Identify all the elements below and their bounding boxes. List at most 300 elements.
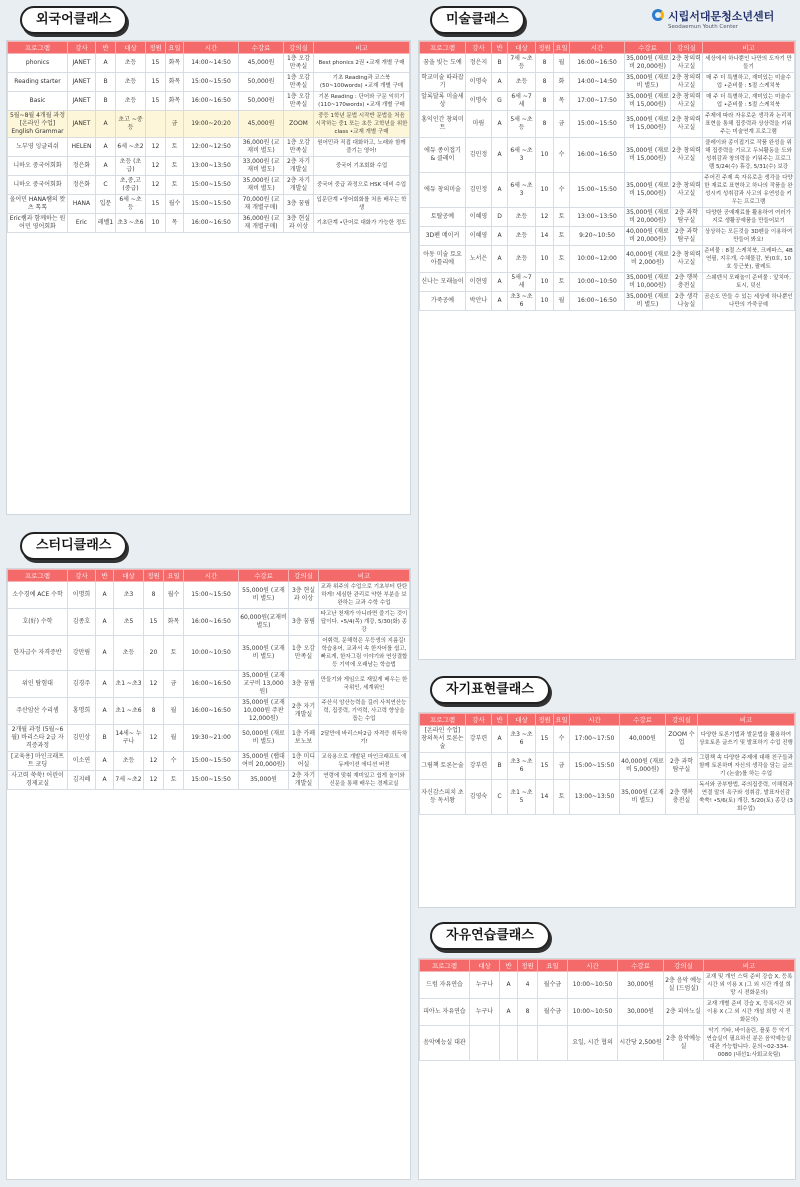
table-cell: 교재 개별 준비 강습 X, 등록시간 외 이용 X (그 외 시간 개설 희망 시 전화문의): [704, 999, 795, 1026]
table-cell: 10: [536, 246, 554, 273]
table-cell: 누구나: [470, 999, 500, 1026]
table-cell: 타고난 천재가 아니라면 즐기는 것이 답이다. •5/4(목) 개강, 5/30(화) 종강: [319, 609, 410, 636]
table-cell: 한자급수 자격증반: [8, 636, 68, 671]
column-header: 시간: [570, 714, 620, 726]
table-cell: 클레이와 종이접기로 작품 완성을 위해 집중력을 기르고 두뇌활동을 도와 성취감과 창의력을 키워주는 프로그램 5/24(수) 휴강, 5/31(수) 보강: [703, 138, 795, 173]
table-cell: A: [492, 246, 508, 273]
table-cell: 꿈을 빚는 도예: [420, 54, 466, 73]
table-header: [420, 714, 795, 726]
table-cell: 정은화: [68, 157, 96, 176]
table-cell: 초등: [508, 227, 536, 246]
column-header: 강의실: [671, 42, 703, 54]
table-cell: 교재 및 개인 스틱 준비 강습 X, 등록시간 외 이용 X (그 외 시간 개설 희망 시 전화문의): [704, 972, 795, 999]
table-cell: 10: [536, 173, 554, 208]
table-cell: 목: [166, 214, 184, 233]
table-cell: Reading starter: [8, 73, 68, 92]
column-header: 강의실: [664, 960, 704, 972]
table-cell: 호(好) 수학: [8, 609, 68, 636]
table-cell: 스웨덴식 모래놀이 준비물 : 앞치마, 토시, 덧신: [703, 273, 795, 292]
table-cell: 10: [536, 292, 554, 311]
table-cell: 7세 ~초등: [508, 54, 536, 73]
table-cell: A: [492, 111, 508, 138]
table-cell: 알록달록 미술세상: [420, 92, 466, 111]
table-cell: 토: [554, 780, 570, 815]
column-header: 시간: [570, 42, 625, 54]
column-header: 대상: [116, 42, 146, 54]
column-header: 강의실: [284, 42, 314, 54]
table-cell: 15: [146, 92, 166, 111]
column-header: 대상: [114, 570, 144, 582]
table-cell: 월수: [164, 582, 184, 609]
table-cell: 12: [144, 752, 164, 771]
table-cell: 초등: [116, 54, 146, 73]
table-cell: 15:00~15:50: [184, 176, 239, 195]
table-cell: 2층 창의력 사고실: [671, 138, 703, 173]
table-cell: B: [96, 73, 116, 92]
panel-selfexp: [418, 712, 796, 908]
table-cell: 16:00~16:50: [570, 54, 625, 73]
table-cell: 19:30~21:00: [184, 725, 239, 752]
section-title-study: 스터디클래스: [20, 532, 127, 560]
table-cell: 월: [554, 292, 570, 311]
table-cell: A: [96, 609, 114, 636]
table-cell: B: [96, 92, 116, 111]
table-cell: 3층 꿈림: [284, 195, 314, 214]
table-row: [420, 726, 795, 753]
table-cell: 초등 (초급): [116, 157, 146, 176]
table-cell: 주산암산 수리셈: [8, 698, 68, 725]
table-cell: 그림책 토론논술: [420, 753, 466, 780]
table-cell: 교육용으로 개발된 마인크래프트 에듀케이션 에디션 버전: [319, 752, 410, 771]
table-cell: 초3: [114, 582, 144, 609]
table-cell: 15: [146, 195, 166, 214]
table-cell: 기초단계 •단어로 대화가 가능한 정도: [314, 214, 410, 233]
table-cell: 12:00~12:50: [184, 138, 239, 157]
table-cell: 수: [554, 138, 570, 173]
table-cell: 15: [144, 609, 164, 636]
column-header: 반: [96, 42, 116, 54]
column-header: 정원: [536, 714, 554, 726]
table-cell: 15:00~15:50: [570, 753, 620, 780]
table-cell: 김민상: [68, 725, 96, 752]
table-cell: 16:00~16:50: [184, 92, 239, 111]
column-header: 반: [492, 42, 508, 54]
table-cell: 2층 행복 충전실: [666, 780, 698, 815]
table-cell: 입문단계 •영어회화를 처음 배우는 학생: [314, 195, 410, 214]
table-cell: 금: [554, 111, 570, 138]
table-cell: 자신감스피치 초등 독서왕: [420, 780, 466, 815]
table-cell: 김민정: [466, 173, 492, 208]
table-cell: 35,000원 (교재 10,000원 주판 12,000원): [239, 698, 289, 725]
table-row: [8, 73, 410, 92]
table-row: [8, 582, 410, 609]
column-header: 비고: [698, 714, 795, 726]
table-cell: 1층 오감 만족실: [284, 73, 314, 92]
table-row: [8, 752, 410, 771]
table-cell: 60,000원(교재비 별도): [239, 609, 289, 636]
table-cell: 이명숙: [466, 92, 492, 111]
table-cell: 박안나: [466, 292, 492, 311]
table-cell: 3층 꿈림: [289, 609, 319, 636]
logo-title: 시립서대문청소년센터: [668, 10, 775, 23]
table-cell: 35,000원 (재료비 10,000원): [625, 273, 671, 292]
table-cell: 어휘력, 문해력은 우등생의 지름길! 학습용어, 교과서 속 한자어를 쉽고, 빠르게, 한자그림 이야기와 연상결합 등 기억에 오래남는 학습법: [319, 636, 410, 671]
table-cell: 15: [536, 726, 554, 753]
table-cell: 2층 과학 탐구실: [671, 227, 703, 246]
table-cell: 10: [536, 138, 554, 173]
column-header: 요일: [166, 42, 184, 54]
table-cell: 월: [164, 725, 184, 752]
table-cell: 금: [554, 753, 570, 780]
table-cell: 다양한 토론기법과 발문법을 활용하여 상호토론 글쓰기 및 발표하기 수업 진행: [698, 726, 795, 753]
table-body: [8, 582, 410, 790]
table-cell: 에듀 종이접기 & 클레이: [420, 138, 466, 173]
table-cell: A: [492, 138, 508, 173]
column-header: 프로그램: [420, 42, 466, 54]
table-cell: 음악예능실 대관: [420, 1026, 470, 1061]
table-cell: 월: [554, 54, 570, 73]
table-cell: 초등: [508, 208, 536, 227]
table-cell: 12: [536, 208, 554, 227]
table-row: [8, 195, 410, 214]
table-cell: 니하오 중국어회화: [8, 157, 68, 176]
table-cell: A: [492, 227, 508, 246]
table-cell: 매 주 더 특별하고, 재미있는 미술수업 •준비물 : 5절 스케치북: [703, 73, 795, 92]
table-cell: 1층 오감 만족실: [289, 636, 319, 671]
table-cell: 1층 오감 만족실: [284, 138, 314, 157]
table-row: [8, 609, 410, 636]
table-cell: 15:00~15:50: [184, 582, 239, 609]
table-row: [8, 92, 410, 111]
table-cell: 2층 자기 개발실: [284, 157, 314, 176]
table-cell: 15:00~15:50: [570, 173, 625, 208]
column-header: 정원: [536, 42, 554, 54]
table-body: [420, 54, 795, 311]
table-cell: B: [96, 725, 114, 752]
table-cell: 교과 위주의 수업으로 기초부터 탄탄하게! 세심한 관리로 약한 부분을 보완하는 교과 수학 수업: [319, 582, 410, 609]
table-cell: JANET: [68, 92, 96, 111]
table-cell: 토: [164, 771, 184, 790]
table-cell: 가죽공예: [420, 292, 466, 311]
table-cell: 40,000원 (재료비 2,000원): [625, 246, 671, 273]
table-cell: 2달만에 바리스타2급 자격증 취득하기!: [319, 725, 410, 752]
table-cell: 35,000원 (교재 교구비 13,000원): [239, 671, 289, 698]
table-cell: HANA: [68, 195, 96, 214]
table-cell: 50,000원 (재료비 별도): [239, 725, 289, 752]
table-cell: 12: [146, 157, 166, 176]
table-row: [8, 138, 410, 157]
column-header: 요일: [164, 570, 184, 582]
column-header: 비고: [314, 42, 410, 54]
table-study: [7, 569, 410, 790]
table-cell: 20: [144, 636, 164, 671]
table-cell: A: [492, 173, 508, 208]
table-cell: 토: [554, 273, 570, 292]
table-cell: 월수: [166, 195, 184, 214]
table-cell: C: [492, 780, 508, 815]
table-cell: 45,000원: [239, 54, 284, 73]
table-cell: 2층 자기 개발실: [289, 771, 319, 790]
table-cell: 주제에 따라 자유로운 생각과 논리적 표현을 통해 집중력과 상상력을 키워주는 미술연계 프로그램: [703, 111, 795, 138]
table-row: [420, 54, 795, 73]
column-header: 대상: [508, 42, 536, 54]
table-cell: 35,000원: [239, 771, 289, 790]
column-header: 시간: [184, 42, 239, 54]
section-title-art: 미술클래스: [430, 6, 525, 34]
table-cell: 토: [166, 157, 184, 176]
table-foreign: [7, 41, 410, 233]
table-cell: 1층 오감 만족실: [284, 54, 314, 73]
table-cell: 이명희: [68, 582, 96, 609]
table-cell: 연령에 맞춰 재미있고 쉽게 놀이와 신문을 통해 배우는 경제교실: [319, 771, 410, 790]
table-cell: 이소연: [68, 752, 96, 771]
table-cell: [538, 1026, 568, 1061]
table-row: [420, 972, 795, 999]
table-cell: 3층 꿈림: [289, 671, 319, 698]
table-cell: 김영숙: [466, 780, 492, 815]
column-header: 대상: [470, 960, 500, 972]
table-cell: 1층 오감 만족실: [284, 92, 314, 111]
table-cell: 토: [164, 636, 184, 671]
column-header: 강사: [68, 570, 96, 582]
table-row: [420, 138, 795, 173]
column-header: 반: [96, 570, 114, 582]
table-cell: 초,중,고 (중급): [116, 176, 146, 195]
table-cell: 수: [554, 726, 570, 753]
table-cell: 요일, 시간 협의: [568, 1026, 618, 1061]
table-row: [420, 246, 795, 273]
table-cell: 수: [164, 752, 184, 771]
table-cell: 4: [518, 972, 538, 999]
table-cell: 정은지: [466, 54, 492, 73]
table-cell: 초1 ~초6: [114, 698, 144, 725]
table-cell: A: [96, 698, 114, 725]
table-cell: 주산식 암산능력을 길러 사칙연산능력, 집중력, 기억력, 사고력 향상을 돕는 수업: [319, 698, 410, 725]
table-cell: 월수금: [538, 972, 568, 999]
table-cell: 6세 ~초3: [508, 138, 536, 173]
table-cell: 다양한 공예재료를 활용하여 여러가지로 생활공예품을 만들어보기: [703, 208, 795, 227]
table-cell: 김지혜: [68, 771, 96, 790]
table-cell: 기초 Reading과 코스북 (50~100words) •교재 개별 구매: [314, 73, 410, 92]
table-row: [420, 273, 795, 292]
table-cell: 홍명희: [68, 698, 96, 725]
table-header: [8, 42, 410, 54]
table-cell: 소수경예 ACE 수학: [8, 582, 68, 609]
table-cell: 그림책 속 다양한 주제에 대해 친구들과 함께 토론하며 자신의 생각을 담는 글쓰기 (논술)를 하는 수업: [698, 753, 795, 780]
table-cell: 6세 ~초등: [116, 195, 146, 214]
table-cell: 화목: [166, 92, 184, 111]
table-cell: 강만림: [68, 636, 96, 671]
column-header: 수강료: [618, 960, 664, 972]
table-cell: JANET: [68, 111, 96, 138]
table-cell: 3층 현실과 이상: [289, 582, 319, 609]
table-cell: 위인 탐험대: [8, 671, 68, 698]
table-cell: 16:00~16:50: [184, 214, 239, 233]
table-cell: 니하오 중국어회화: [8, 176, 68, 195]
table-cell: 올어민 HANA쌤의 왓츠 톡톡: [8, 195, 68, 214]
table-cell: 17:00~17:50: [570, 92, 625, 111]
table-cell: 학교미술 따라잡기: [420, 73, 466, 92]
table-cell: 목: [554, 92, 570, 111]
table-cell: 50,000원: [239, 73, 284, 92]
table-cell: B: [492, 753, 508, 780]
table-cell: 19:00~20:20: [184, 111, 239, 138]
panel-freeplay: [418, 958, 796, 1180]
logo-subtitle: Seodaemun Youth Center: [668, 24, 738, 30]
table-cell: Eric: [68, 214, 96, 233]
panel-study: [6, 568, 411, 1180]
table-cell: 30,000원: [618, 972, 664, 999]
table-cell: 상상하는 모든것을 3D펜을 이용하여 만들어 봐요!: [703, 227, 795, 246]
table-cell: 35,000원 (재료비 15,000원): [625, 173, 671, 208]
table-cell: 6세 ~초3: [508, 173, 536, 208]
table-cell: 초1 ~초5: [508, 780, 536, 815]
table-cell: 노부영 잉글리쉬: [8, 138, 68, 157]
table-cell: A: [96, 671, 114, 698]
table-cell: 노서은: [466, 246, 492, 273]
table-cell: [온라인 수업] 창의독서 토론논술: [420, 726, 466, 753]
table-cell: 금: [166, 111, 184, 138]
table-cell: 12: [146, 176, 166, 195]
table-cell: 화목: [166, 54, 184, 73]
table-cell: 김경주: [68, 671, 96, 698]
table-cell: 사고력 쑥쑥! 어린이 경제교실: [8, 771, 68, 790]
table-cell: 2층 과학 탐구실: [666, 753, 698, 780]
table-cell: 35,000원 (재료비 별도): [625, 292, 671, 311]
column-header: 대상: [508, 714, 536, 726]
table-cell: 토: [166, 138, 184, 157]
panel-art: [418, 40, 796, 660]
table-row: [420, 292, 795, 311]
table-cell: 8: [144, 582, 164, 609]
column-header: 강사: [68, 42, 96, 54]
column-header: 반: [500, 960, 518, 972]
table-cell: 2층 음악 예능실 (드럼실): [664, 972, 704, 999]
table-cell: 5세 ~7세: [508, 273, 536, 292]
table-row: [8, 771, 410, 790]
table-cell: 36,000원 (교재비 별도): [239, 138, 284, 157]
table-cell: A: [492, 273, 508, 292]
table-cell: 홍익인간 창의미트: [420, 111, 466, 138]
table-cell: 10:00~10:50: [568, 999, 618, 1026]
table-cell: 신나는 모래놀이: [420, 273, 466, 292]
column-header: 정원: [518, 960, 538, 972]
table-cell: 이혜영: [466, 227, 492, 246]
table-cell: 35,000원 (교재비 별도): [239, 176, 284, 195]
column-header: 강의실: [666, 714, 698, 726]
table-row: [420, 780, 795, 815]
table-cell: 이현영: [466, 273, 492, 292]
table-cell: 아동 미술 토요 아틀리에: [420, 246, 466, 273]
table-cell: 원어민과 직접 대화하고, 노래와 함께 즐기는 영어!: [314, 138, 410, 157]
table-art: [419, 41, 795, 311]
table-row: [8, 671, 410, 698]
table-cell: 50,000원: [239, 92, 284, 111]
table-cell: 초3 ~초6: [116, 214, 146, 233]
table-row: [8, 176, 410, 195]
table-header: [8, 570, 410, 582]
table-freeplay: [419, 959, 795, 1061]
table-cell: 12: [144, 725, 164, 752]
table-cell: [500, 1026, 518, 1061]
table-cell: 2층 창의력 사고실: [671, 111, 703, 138]
table-cell: 주어진 주제 속 자유로운 생각을 다양한 재료로 표현하고 하나의 작품을 완성시켜 성취감과 사고의 유연성을 키우는 프로그램: [703, 173, 795, 208]
table-cell: 이명숙: [466, 73, 492, 92]
table-cell: A: [96, 111, 116, 138]
table-cell: 6세 ~초2: [116, 138, 146, 157]
table-cell: [교육용] 마인크래프트 코딩: [8, 752, 68, 771]
table-cell: G: [492, 92, 508, 111]
column-header: 요일: [538, 960, 568, 972]
table-cell: 곰손도 만들 수 있는 세상에 하나뿐인 나만의 가죽공예: [703, 292, 795, 311]
table-cell: 15:00~15:50: [570, 111, 625, 138]
table-cell: JANET: [68, 73, 96, 92]
table-cell: 세상에서 하나뿐인 나만의 도자기 만들기: [703, 54, 795, 73]
table-cell: 35,000원 (재료비 20,000원): [625, 208, 671, 227]
table-cell: 36,000원 (교재 개별구매): [239, 214, 284, 233]
table-cell: 16:00~16:50: [570, 292, 625, 311]
table-cell: B: [492, 54, 508, 73]
table-cell: 40,000원 (재료비 20,000원): [625, 227, 671, 246]
table-cell: D: [492, 208, 508, 227]
table-row: [420, 208, 795, 227]
table-cell: 초5: [114, 609, 144, 636]
table-body: [8, 54, 410, 233]
column-header: 정원: [144, 570, 164, 582]
table-row: [8, 725, 410, 752]
table-cell: 14: [536, 227, 554, 246]
column-header: 수강료: [239, 570, 289, 582]
table-cell: 8: [536, 92, 554, 111]
table-cell: 피아노 자유연습: [420, 999, 470, 1026]
table-cell: 2층 창의력 사고실: [671, 54, 703, 73]
table-cell: 초3 ~초6: [508, 292, 536, 311]
table-cell: 2층 창의력 사고실: [671, 173, 703, 208]
table-cell: 중국어 중급 과정으로 HSK 대비 수업: [314, 176, 410, 195]
table-cell: 15:00~15:50: [184, 771, 239, 790]
table-cell: A: [96, 157, 116, 176]
column-header: 비고: [703, 42, 795, 54]
column-header: 프로그램: [420, 960, 470, 972]
table-cell: 초3 ~초6: [508, 726, 536, 753]
table-cell: 1층 카페 보노보: [289, 725, 319, 752]
table-cell: 화: [554, 73, 570, 92]
column-header: 시간: [184, 570, 239, 582]
table-cell: Basic: [8, 92, 68, 111]
table-row: [420, 92, 795, 111]
table-cell: 레벨1: [96, 214, 116, 233]
table-cell: phonics: [8, 54, 68, 73]
table-cell: A: [500, 972, 518, 999]
table-cell: 강부련: [466, 753, 492, 780]
table-cell: 15: [146, 73, 166, 92]
table-cell: 초등: [116, 73, 146, 92]
column-header: 강의실: [289, 570, 319, 582]
table-cell: 15:00~15:50: [184, 752, 239, 771]
table-cell: 35,000원 (재료비 별도): [625, 73, 671, 92]
table-cell: 2층 창의력 사고실: [671, 246, 703, 273]
table-cell: ZOOM: [284, 111, 314, 138]
table-cell: A: [492, 726, 508, 753]
center-logo-mark-icon: [652, 9, 664, 21]
table-cell: 초등: [116, 92, 146, 111]
table-cell: 35,000원 (랩대여비 20,000원): [239, 752, 289, 771]
table-cell: 2층 창의력 사고실: [671, 92, 703, 111]
table-row: [8, 54, 410, 73]
table-cell: 마림: [466, 111, 492, 138]
table-body: [420, 726, 795, 815]
table-cell: 10:00~12:00: [570, 246, 625, 273]
